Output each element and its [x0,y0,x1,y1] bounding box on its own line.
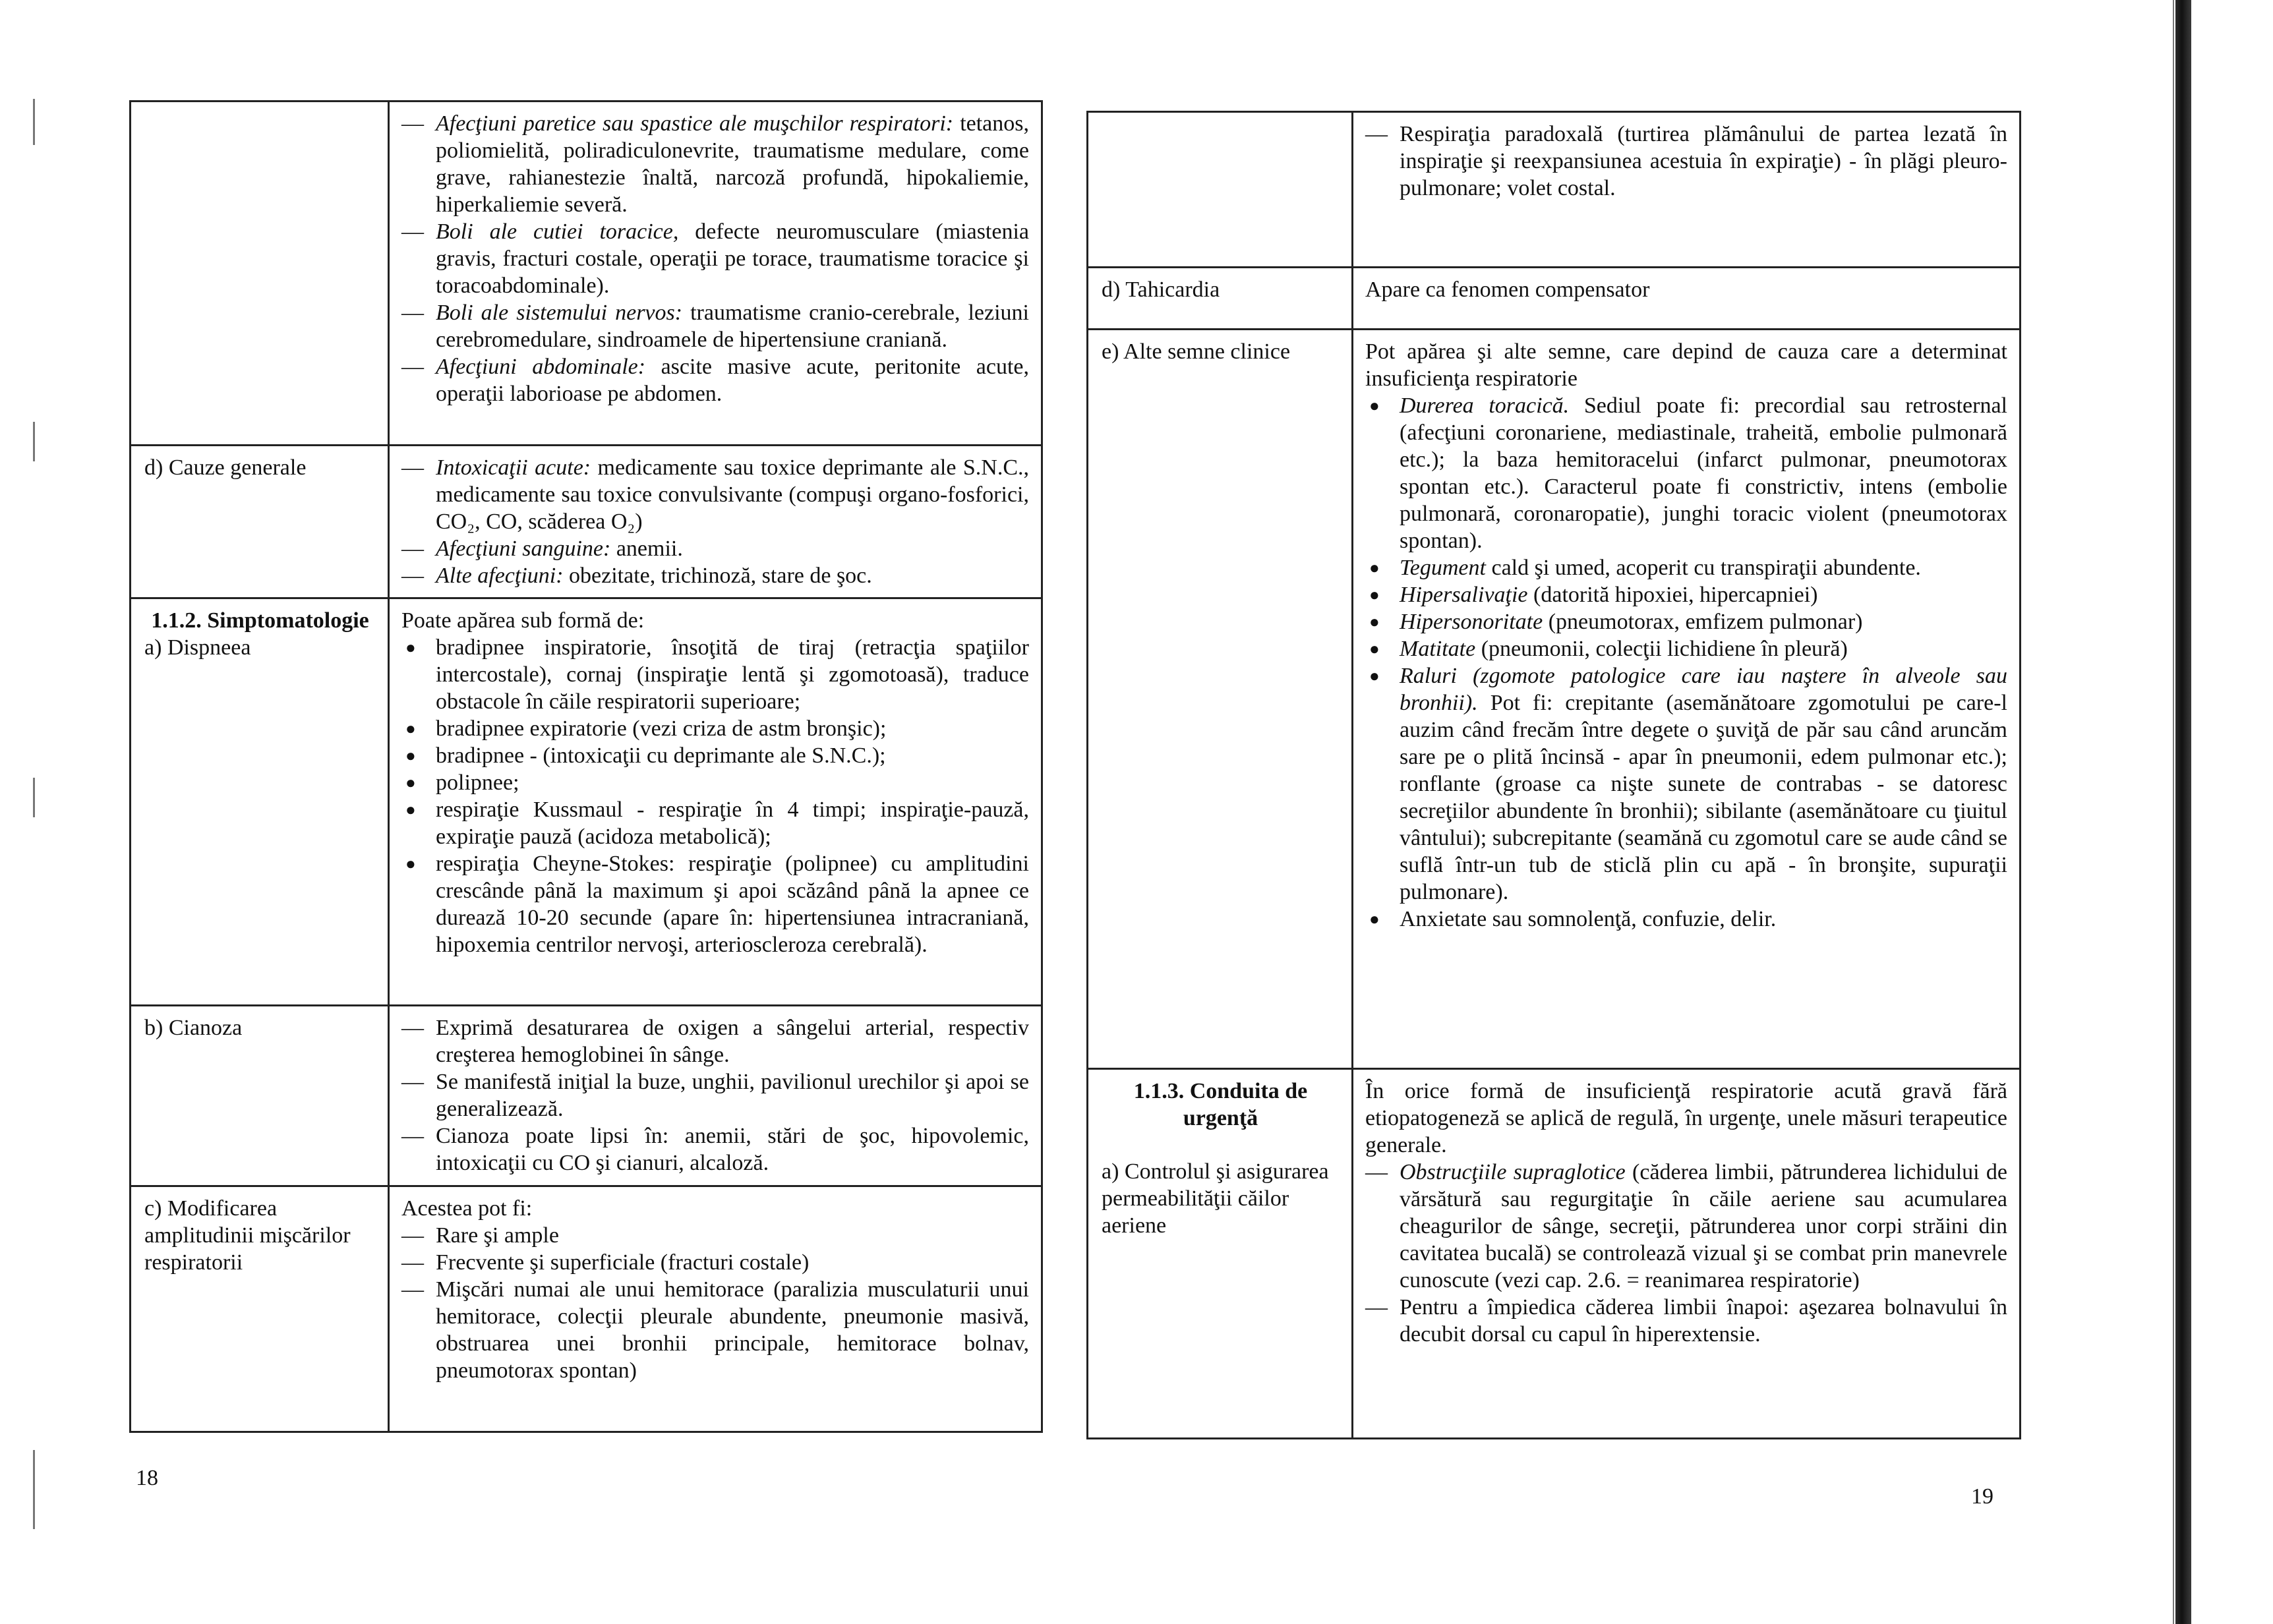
list-item [1365,581,2007,608]
page-number-right: 19 [1971,1484,1993,1509]
table-row [131,446,1042,598]
item-text: (datorită hipoxiei, hipercapniei) [1527,583,1818,607]
item-text: Se manifestă iniţial la buze, unghii, pavilionul urechilor şi apoi se generalizează. [436,1070,1029,1121]
list-item [401,218,1029,299]
list-item [401,796,1029,850]
row-heading [1088,1069,1353,1439]
list-item [401,1014,1029,1068]
item-text: (căderea limbii, pătrunderea lichidului de vărsătură sau regurgitaţie în căile aeriene sau acumularea cheagurilor de sânge, secreţii, pătrunderea unor corpi străini din cavitatea bucală) se controlează vizual şi se combat prin manevrele cunoscute (vezi cap. 2.6. = reanimarea respiratorie) [1400,1160,2007,1292]
item-text: Sediul poate fi: precordial sau retrosternal (afecţiuni coronariene, mediastinale, traheită, embolie pulmonară etc.); la baza hemitoracelui (infarct pulmonar, pneumotorax spontan etc.). Caracterul poate fi constrictiv, intens (embolie pulmonară, coronaropatie), junghi toracic violent (pneumotorax spontan). [1400,393,2007,553]
row-intro: Acestea pot fi: [401,1196,533,1221]
item-text: Rare şi ample [436,1223,559,1248]
dash-list [401,110,1029,407]
table-row [1088,330,2021,1069]
list-item [401,562,1029,589]
row-heading-label: d) Cauze generale [144,455,307,480]
item-text: obezitate, trichinoză, stare de şoc. [563,564,872,588]
item-text: polipnee; [436,770,519,795]
row-content [389,1186,1042,1432]
list-item [401,742,1029,769]
item-lead: Tegument [1400,556,1486,580]
item-lead: Boli ale cutiei toracice, [436,219,679,244]
list-item [401,715,1029,742]
item-text: respiraţia Cheyne-Stokes: respiraţie (polipnee) cu amplitudini crescânde până la maximum şi apoi scăzând până la apnee ce durează 10-20 secunde (apare în: hipertensiunea intracraniană, hipoxemia centrilor nervoşi, arterioscleroza cerebrală). [436,852,1029,957]
page-number-left: 18 [136,1466,158,1490]
left-page-table [129,100,1043,1433]
item-text: (pneumonii, colecţii lichidiene în pleură) [1475,637,1848,661]
row-heading-label: b) Cianoza [144,1016,243,1040]
row-content [1353,330,2021,1069]
row-content [389,446,1042,598]
list-item [401,634,1029,715]
row-intro: Poate apărea sub formă de: [401,608,645,633]
table-row [131,102,1042,446]
row-intro: În orice formă de insuficienţă respiratorie acută gravă fără etiopatogeneză se aplică de regulă, în urgenţe, unele măsuri terapeutice generale. [1365,1079,2007,1157]
row-heading-label: a) Dispneea [144,635,251,660]
list-item [1365,906,2007,933]
item-lead: Durerea toracică. [1400,393,1570,418]
section-heading: 1.1.3. Conduita de urgenţă [1133,1079,1308,1130]
row-content [1353,112,2021,268]
item-text: bradipnee inspiratorie, însoţită de tiraj (retracţia spaţiilor intercostale), cornaj (inspiraţie lentă şi zgomotoasă), traduce obstacole în căile respiratorii superioare; [436,635,1029,714]
scan-edge-line [2173,0,2174,1624]
list-item [401,299,1029,353]
row-heading [131,1186,389,1432]
item-text: tetanos, poliomielită, poliradiculonevrite, traumatisme medulare, come grave, rahianestezie înaltă, narcoză profundă, hipokaliemie, hiperkaliemie severă. [436,111,1029,217]
item-text: Cianoza poate lipsi în: anemii, stări de şoc, hipovolemic, intoxicaţii cu CO şi cianuri, alcaloză. [436,1124,1029,1175]
item-text: anemii. [610,536,683,561]
table-row [131,1186,1042,1432]
dash-list [1365,1159,2007,1348]
item-lead: Obstrucţiile supraglotice [1400,1160,1626,1184]
item-text: Pentru a împiedica căderea limbii înapoi: aşezarea bolnavului în decubit dorsal cu capul în hiperextensie. [1400,1295,2007,1347]
list-item [401,110,1029,218]
item-lead: Hipersonoritate [1400,610,1543,634]
item-lead: Afecţiuni paretice sau spastice ale muşchilor respiratori: [436,111,954,136]
item-text: Frecvente şi superficiale (fracturi costale) [436,1250,810,1275]
section-heading: 1.1.2. Simptomatologie [151,608,369,633]
list-item [401,769,1029,796]
margin-mark [33,1450,35,1529]
item-lead: Afecţiuni sanguine: [436,536,611,561]
dash-list [1365,121,2007,202]
row-content [389,598,1042,1006]
table-row [1088,1069,2021,1439]
item-text: Anxietate sau somnolenţă, confuzie, delir. [1400,907,1777,931]
item-text: Pot fi: crepitante (asemănătoare zgomotului pe care-l auzim când frecăm între degete o şuviţă de păr sau când aruncăm sare pe o plită încinsă - apar în pneumonii, edem pulmonar etc.); ronflante (groase ca nişte sunete de contrabas - se datoresc secreţiilor abundente în bronhii); sibilante (asemănătoare cu ţiuitul vântului); subcrepitante (seamănă cu zgomotul care se aude când se suflă într-un tub de sticlă plin cu apă - în bronşite, supuraţii pulmonare). [1400,691,2007,904]
list-item [401,1249,1029,1276]
item-text: Mişcări numai ale unui hemitorace (paralizia musculaturii unui hemitorace, colecţii pleurale abundente, pneumonie masivă, obstruarea unei bronhii principale, hemitorace bolnav, pneumotorax spontan) [436,1277,1029,1383]
row-heading [131,1006,389,1186]
dash-list [401,1014,1029,1176]
table-row [131,1006,1042,1186]
item-text: Respiraţia paradoxală (turtirea plămânului de partea lezată în inspiraţie şi reexpansiunea acestuia în expiraţie) - în plăgi pleuro-pulmonare; volet costal. [1400,122,2007,200]
item-text: Exprimă desaturarea de oxigen a sângelui arterial, respectiv creşterea hemoglobinei în sânge. [436,1016,1029,1067]
row-content [389,102,1042,446]
row-heading [1088,330,1353,1069]
item-text: bradipnee - (intoxicaţii cu deprimante ale S.N.C.); [436,743,886,768]
item-lead: Hipersalivaţie [1400,583,1528,607]
row-heading [131,598,389,1006]
margin-mark [33,422,35,461]
right-page [1086,111,2021,1439]
list-item [401,1222,1029,1249]
list-item [1365,1159,2007,1294]
margin-mark [33,99,35,145]
list-item [1365,121,2007,202]
list-item [401,535,1029,562]
row-content [1353,1069,2021,1439]
dash-list [401,454,1029,589]
list-item [401,1122,1029,1176]
list-item [401,1068,1029,1122]
row-heading-label: c) Modificarea amplitudinii mişcărilor respiratorii [144,1196,351,1275]
table-row [1088,112,2021,268]
list-item [401,850,1029,958]
list-item [1365,554,2007,581]
list-item [401,454,1029,535]
row-heading-label: e) Alte semne clinice [1102,339,1291,364]
left-page [129,100,1043,1433]
list-item [1365,392,2007,554]
row-heading [131,102,389,446]
item-lead: Raluri (zgomote patologice care iau naştere în alveole sau bronhii). [1400,664,2007,715]
row-heading [131,446,389,598]
scan-binding-edge [2175,0,2191,1624]
list-item [1365,1294,2007,1348]
row-heading [1088,112,1353,268]
bullet-list [1365,392,2007,933]
bullet-list [401,634,1029,958]
list-item [1365,662,2007,906]
item-lead: Afecţiuni abdominale: [436,355,646,379]
item-lead: Alte afecţiuni: [436,564,564,588]
list-item [1365,608,2007,635]
row-heading-label: d) Tahicardia [1102,277,1220,302]
table-row [1088,268,2021,330]
list-item [401,353,1029,407]
row-intro: Pot apărea şi alte semne, care depind de cauza care a determinat insuficienţa respiratorie [1365,339,2007,391]
item-text: defecte neuromusculare (miastenia gravis, fracturi costale, operaţii pe torace, traumatisme toracice şi toracoabdominale). [436,219,1029,298]
table-row [131,598,1042,1006]
dash-list [401,1222,1029,1384]
item-lead: Matitate [1400,637,1476,661]
row-intro: Apare ca fenomen compensator [1365,277,1650,302]
list-item [401,1276,1029,1384]
row-content [389,1006,1042,1186]
margin-mark [33,778,35,817]
item-lead: Intoxicaţii acute: [436,455,591,480]
right-page-table [1086,111,2021,1439]
item-text: medicamente sau toxice deprimante ale S.N.C., medicamente sau toxice convulsivante (compuşi organo-fosforici, CO₂, CO, scăderea O₂) [436,455,1030,534]
row-heading-label: a) Controlul şi asigurarea permeabilităţii căilor aeriene [1102,1159,1329,1238]
item-lead: Boli ale sistemului nervos: [436,301,683,325]
item-text: (pneumotorax, emfizem pulmonar) [1543,610,1863,634]
row-heading [1088,268,1353,330]
item-text: respiraţie Kussmaul - respiraţie în 4 timpi; inspiraţie-pauză, expiraţie pauză (acidoza metabolică); [436,798,1029,849]
item-text: cald şi umed, acoperit cu transpiraţii abundente. [1485,556,1921,580]
row-content [1353,268,2021,330]
item-text: bradipnee expiratorie (vezi criza de astm bronşic); [436,716,887,741]
item-text: ascite masive acute, peritonite acute, operaţii laborioase pe abdomen. [436,355,1029,406]
item-text: traumatisme cranio-cerebrale, leziuni cerebromedulare, sindroamele de hipertensiune craniană. [436,301,1029,352]
list-item [1365,635,2007,662]
